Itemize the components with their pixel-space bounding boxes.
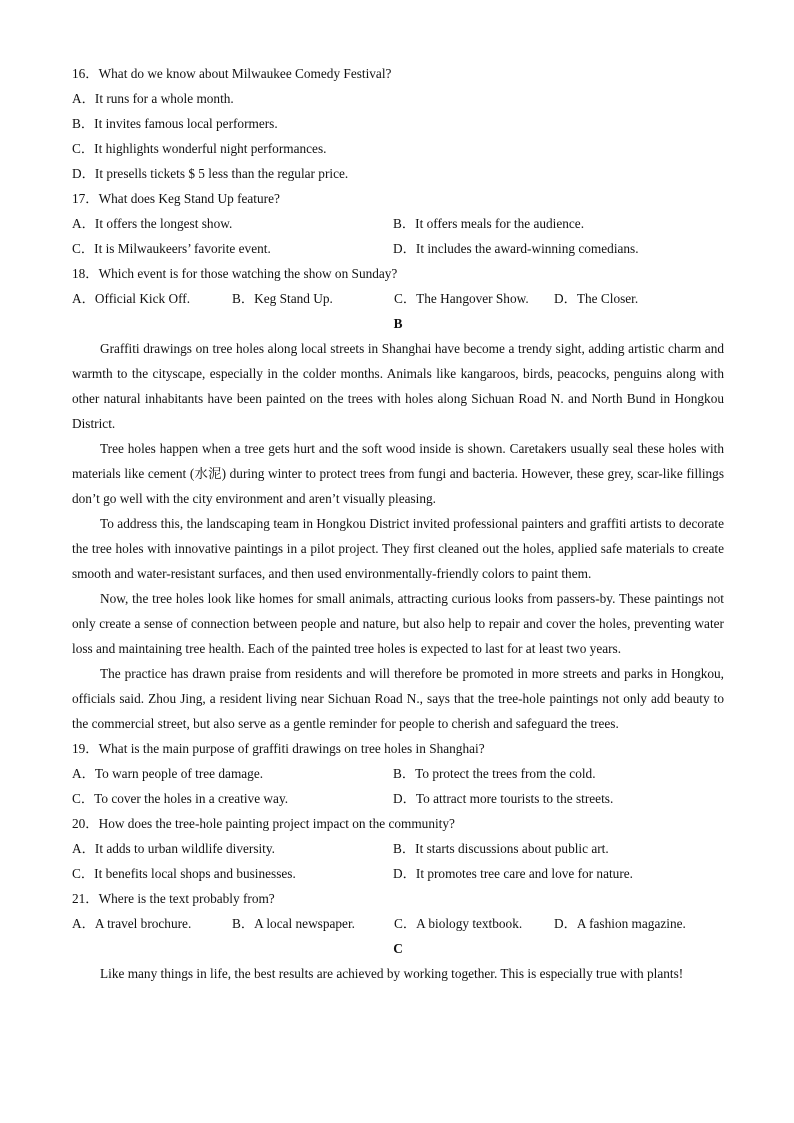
question-18-stem: 18．Which event is for those watching the show on Sunday?: [72, 266, 398, 281]
question-20-option-a: A．It adds to urban wildlife diversity.: [72, 841, 275, 856]
exam-page: [72, 61, 724, 986]
question-20-option-d: D．It promotes tree care and love for nature.: [393, 866, 633, 881]
question-20-options-row-2: [72, 861, 724, 886]
question-20-stem: 20．How does the tree-hole painting project impact on the community?: [72, 816, 455, 831]
section-b-paragraph-1: Graffiti drawings on tree holes along local streets in Shanghai have become a trendy sight, adding artistic charm and warmth to the cityscape, especially in the colder months. Animals like kangaroos, birds, peacocks, penguins along with other natural inhabitants have been painted on the trees with holes along Sichuan Road N. and North Bund in Hongkou District.: [72, 341, 724, 431]
question-17-option-d: D．It includes the award-winning comedians.: [393, 241, 639, 256]
section-b-paragraph-5: The practice has drawn praise from residents and will therefore be promoted in more streets and parks in Hongkou, officials said. Zhou Jing, a resident living near Sichuan Road N., says that the tree-hole paintings not only add beauty to the commercial street, but also serve as a gentle reminder for people to cherish and safeguard the trees.: [72, 666, 724, 731]
question-16-option-d: D．It presells tickets $ 5 less than the regular price.: [72, 166, 349, 181]
question-18-option-d: D．The Closer.: [554, 291, 639, 306]
question-16-option-b: B．It invites famous local performers.: [72, 116, 278, 131]
section-b-paragraph-2: Tree holes happen when a tree gets hurt and the soft wood inside is shown. Caretakers usually seal these holes with materials like cement (水泥) during winter to protect trees from fungi and bacteria. However, these grey, scar-like fillings don’t go well with the city environment and aren’t visually pleasing.: [72, 441, 724, 506]
section-c-paragraph-1: Like many things in life, the best results are achieved by working together. This is especially true with plants!: [100, 966, 684, 981]
question-20-options-row-1: [72, 836, 724, 861]
question-21-option-a: A．A travel brochure.: [72, 916, 192, 931]
question-18-option-b: B．Keg Stand Up.: [232, 291, 333, 306]
question-19-option-d: D．To attract more tourists to the streets.: [393, 791, 614, 806]
question-19-options-row-1: [72, 761, 724, 786]
question-17-stem: 17．What does Keg Stand Up feature?: [72, 191, 280, 206]
question-17-options-row-1: [72, 211, 724, 236]
section-b-paragraph-4: Now, the tree holes look like homes for small animals, attracting curious looks from passers-by. These paintings not only create a sense of connection between people and nature, but also help to repair and cover the holes, preventing water loss and maintaining tree health. Each of the painted tree holes is expected to last for at least two years.: [72, 591, 724, 656]
question-19-option-a: A．To warn people of tree damage.: [72, 766, 264, 781]
question-17-option-c: C．It is Milwaukeers’ favorite event.: [72, 241, 271, 256]
section-c-heading: C: [393, 941, 403, 956]
question-16-option-a: A．It runs for a whole month.: [72, 91, 234, 106]
question-18-option-c: C．The Hangover Show.: [394, 291, 529, 306]
question-19-options-row-2: [72, 786, 724, 811]
question-18-option-a: A．Official Kick Off.: [72, 291, 191, 306]
question-17-option-b: B．It offers meals for the audience.: [393, 216, 585, 231]
question-16-option-c: C．It highlights wonderful night performances.: [72, 141, 327, 156]
question-17-option-a: A．It offers the longest show.: [72, 216, 233, 231]
question-19-stem: 19．What is the main purpose of graffiti drawings on tree holes in Shanghai?: [72, 741, 485, 756]
section-b-heading: B: [393, 316, 403, 331]
question-21-stem: 21．Where is the text probably from?: [72, 891, 275, 906]
question-20-option-b: B．It starts discussions about public art.: [393, 841, 609, 856]
question-19-option-b: B．To protect the trees from the cold.: [393, 766, 596, 781]
question-17-options-row-2: [72, 236, 724, 261]
question-21-option-b: B．A local newspaper.: [232, 916, 355, 931]
question-18-options-row: [72, 286, 724, 311]
question-19-option-c: C．To cover the holes in a creative way.: [72, 791, 289, 806]
question-16-stem: 16．What do we know about Milwaukee Comedy Festival?: [72, 66, 392, 81]
section-b-paragraph-3: To address this, the landscaping team in Hongkou District invited professional painters and graffiti artists to decorate the tree holes with innovative paintings in a pilot project. They first cleaned out the holes, applied safe materials to create smooth and water-resistant surfaces, and then used environmentally-friendly colors to paint them.: [72, 516, 724, 581]
question-21-option-c: C．A biology textbook.: [394, 916, 523, 931]
question-20-option-c: C．It benefits local shops and businesses.: [72, 866, 296, 881]
question-21-option-d: D．A fashion magazine.: [554, 916, 686, 931]
question-21-options-row: [72, 911, 724, 936]
